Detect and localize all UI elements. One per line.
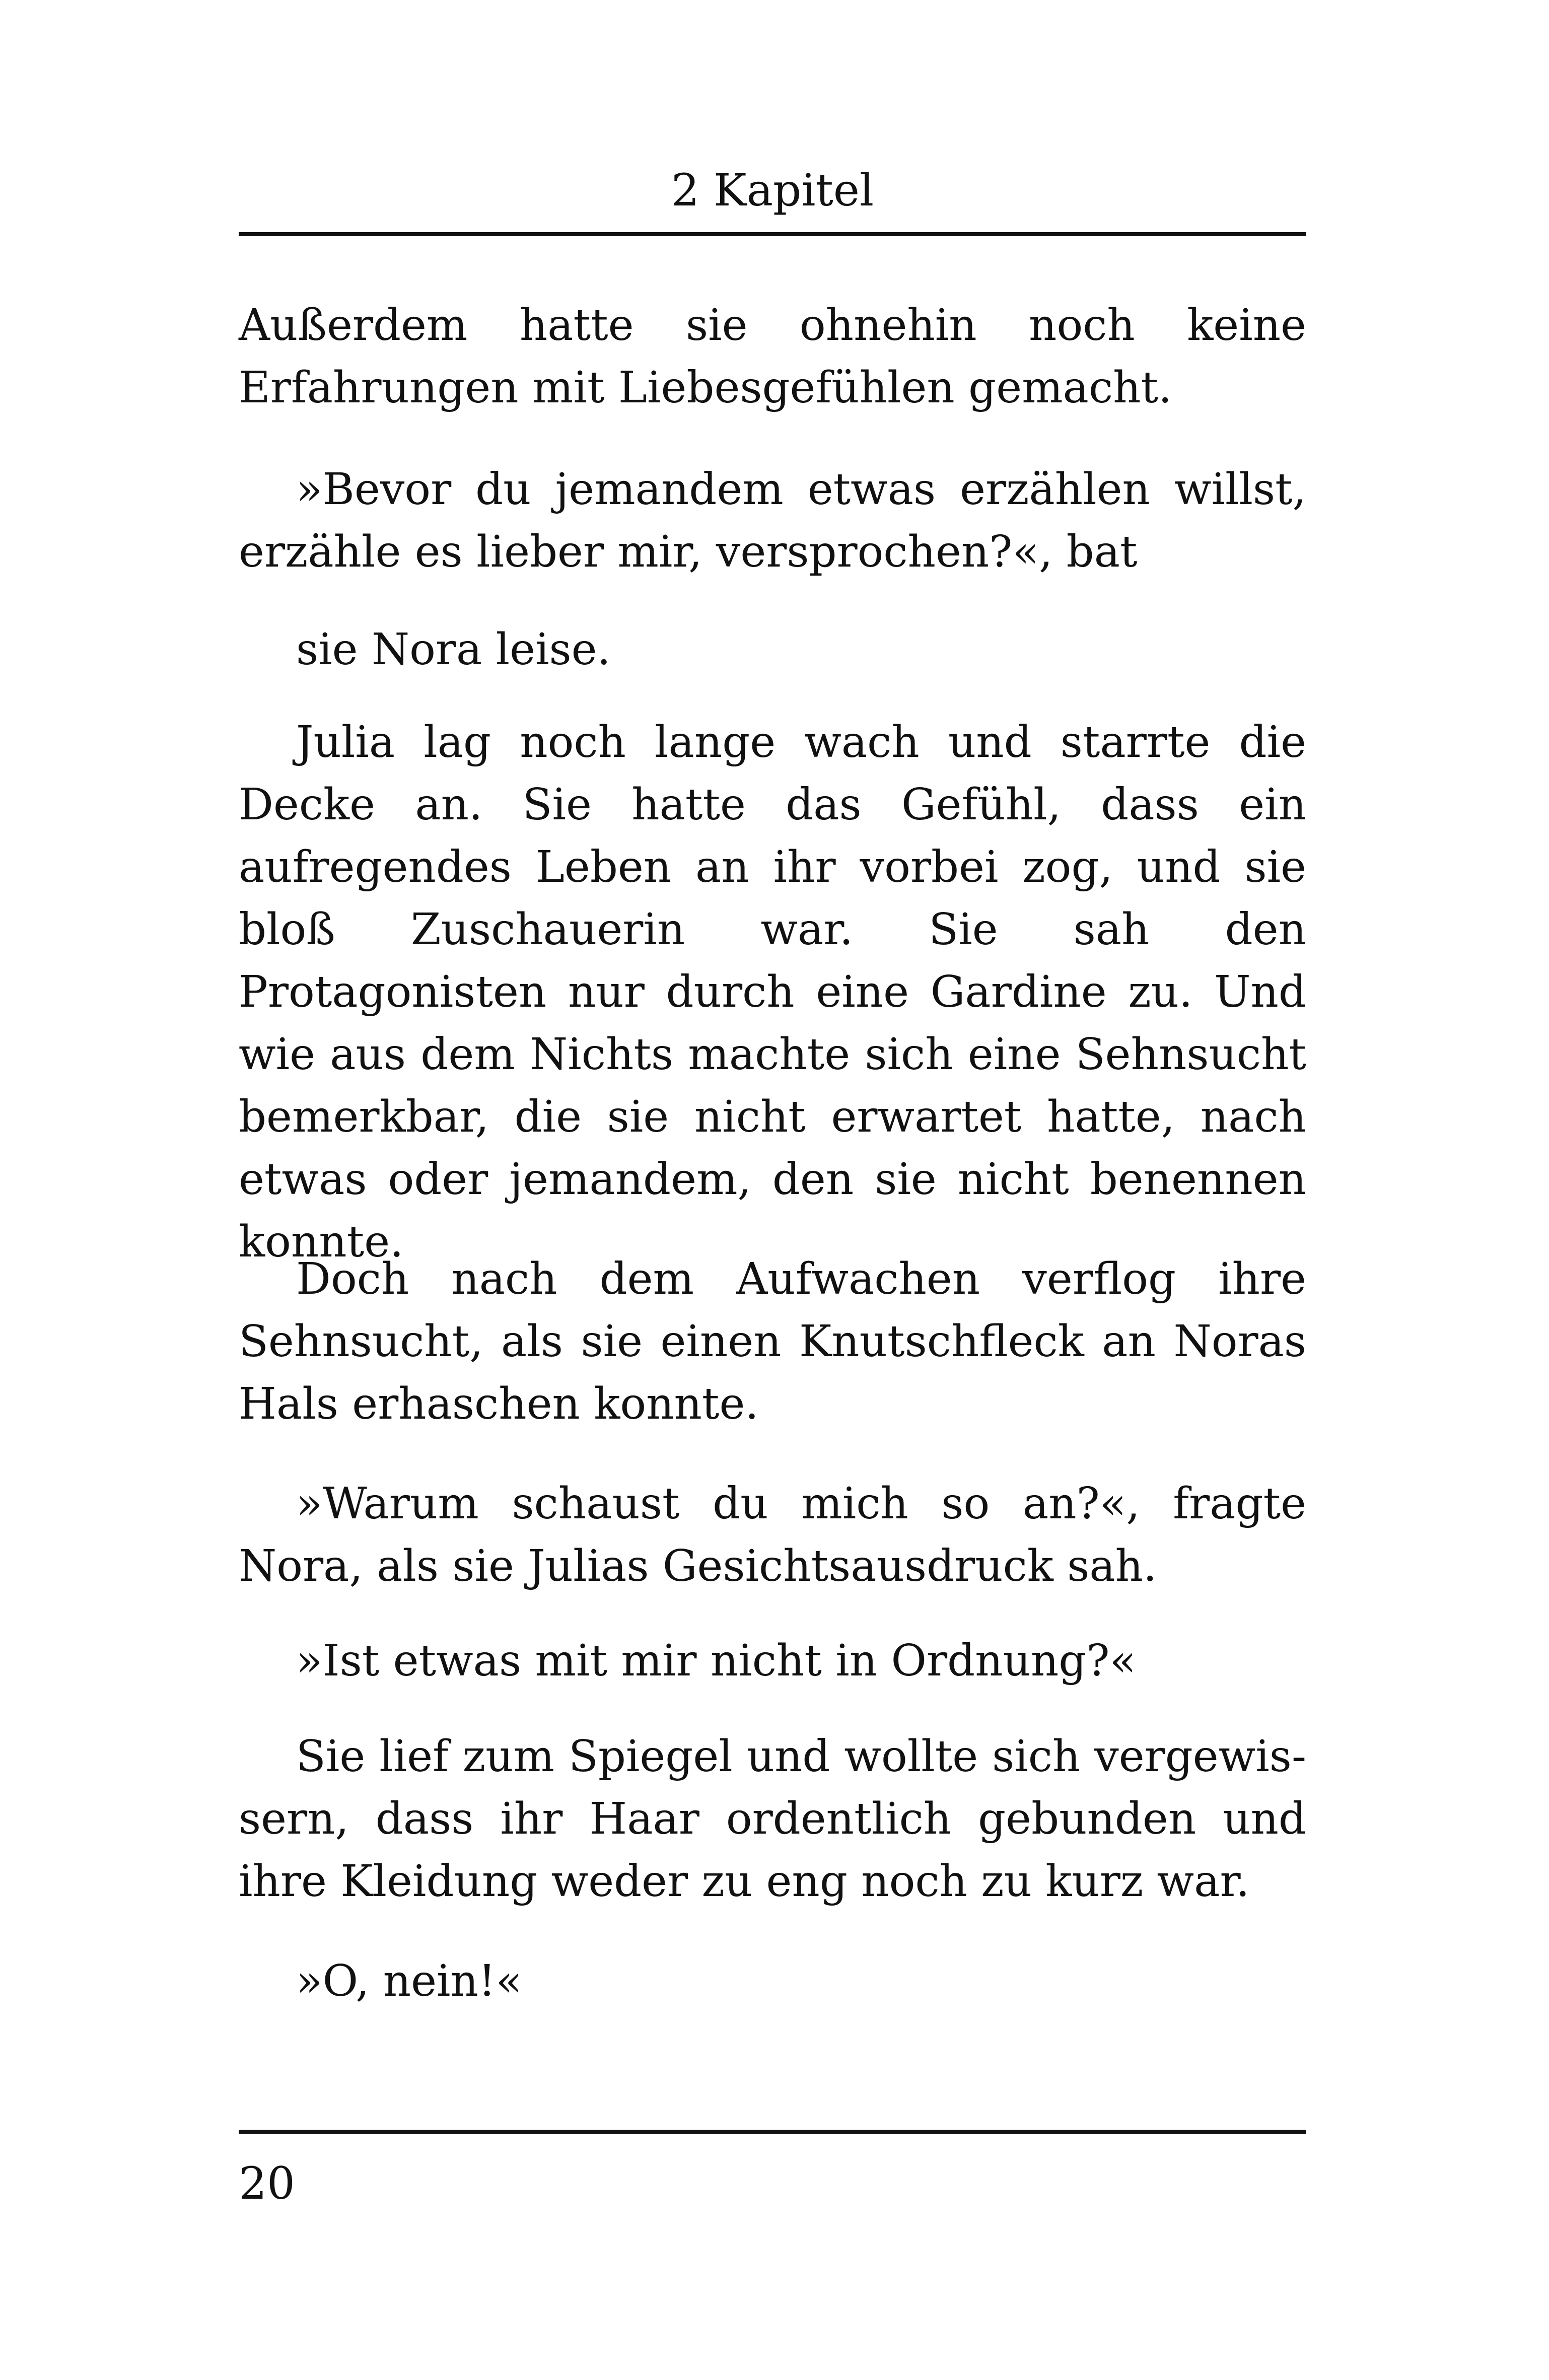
paragraph-2: »Bevor du jemandem etwas erzählen willst, erzähle es lieber mir, versprochen?«, bat	[239, 464, 1306, 577]
paragraph-4: Julia lag noch lange wach und starrte die Decke an. Sie hatte das Gefühl, dass ein aufregendes Leben an ihr vorbei zog, und sie bloß Zuschauerin war. Sie sah den Protagonisten nur durch eine Gardine zu. Und wie aus dem Nichts machte sich eine Sehnsucht bemerkbar, die sie nicht erwartet hatte, nach etwas oder jemandem, den sie nicht benennen konnte.	[239, 717, 1306, 1267]
header-divider	[239, 232, 1306, 236]
page-number: 20	[239, 2157, 295, 2209]
chapter-title: 2 Kapitel	[671, 164, 874, 216]
paragraph-5: Doch nach dem Aufwachen verflog ihre Sehnsucht, als sie einen Knutschfleck an Noras Hals erhaschen konnte.	[239, 1254, 1306, 1429]
paragraph-8: Sie lief zum Spiegel und wollte sich vergewis-sern, dass ihr Haar ordentlich gebunden und ihre Kleidung weder zu eng noch zu kurz war.	[239, 1731, 1306, 1907]
footer-divider	[239, 2130, 1306, 2134]
paragraph-1: Außerdem hatte sie ohnehin noch keine Erfahrungen mit Liebesgefühlen gemacht.	[239, 300, 1306, 413]
paragraph-9: »O, nein!«	[296, 1956, 523, 2006]
paragraph-6: »Warum schaust du mich so an?«, fragte Nora, als sie Julias Gesichtsausdruck sah.	[239, 1479, 1306, 1591]
paragraph-3: sie Nora leise.	[296, 624, 611, 675]
paragraph-7: »Ist etwas mit mir nicht in Ordnung?«	[296, 1636, 1137, 1686]
